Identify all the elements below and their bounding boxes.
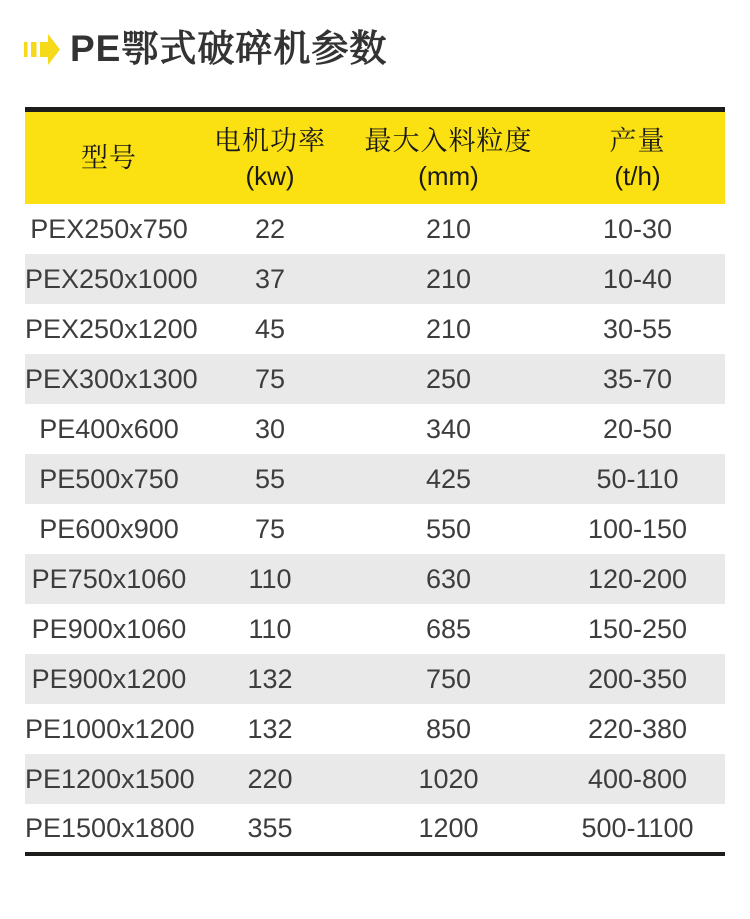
col-header-power-label: 电机功率	[214, 125, 326, 156]
cell-capacity: 50-110	[596, 463, 679, 494]
cell-power: 45	[254, 313, 286, 344]
cell-model: PE900x1200	[31, 663, 187, 694]
table-header	[25, 109, 725, 204]
cell-power: 30	[254, 413, 286, 444]
cell-power: 220	[247, 763, 293, 794]
col-header-power	[193, 109, 347, 204]
cell-feed-size: 340	[425, 413, 472, 444]
cell-model: PEX250x750	[30, 213, 188, 244]
cell-feed-size: 850	[425, 713, 472, 744]
cell-power: 110	[248, 613, 292, 644]
table-row	[25, 554, 725, 604]
cell-power: 132	[247, 713, 293, 744]
spec-table-wrap	[25, 107, 725, 857]
cell-model: PE600x900	[39, 513, 179, 544]
page-title: PE鄂式破碎机参数	[70, 28, 388, 69]
col-header-capacity-unit: (t/h)	[614, 160, 661, 191]
cell-capacity: 30-55	[602, 313, 673, 344]
cell-capacity: 35-70	[602, 363, 673, 394]
cell-power: 355	[247, 812, 293, 843]
cell-capacity: 10-40	[602, 263, 673, 294]
cell-power: 132	[247, 663, 293, 694]
spec-table	[25, 107, 725, 857]
cell-capacity: 500-1100	[581, 812, 694, 843]
cell-capacity: 200-350	[587, 663, 688, 694]
col-header-capacity-label: 产量	[609, 125, 666, 156]
fast-forward-arrow-icon	[24, 31, 61, 68]
cell-feed-size: 1020	[418, 763, 479, 794]
table-row	[25, 254, 725, 304]
cell-model: PE1200x1500	[25, 763, 195, 794]
table-row	[25, 604, 725, 654]
cell-feed-size: 210	[425, 263, 472, 294]
cell-feed-size: 210	[425, 213, 472, 244]
table-row	[25, 304, 725, 354]
table-row	[25, 654, 725, 704]
cell-feed-size: 1200	[418, 812, 479, 843]
cell-capacity: 400-800	[587, 763, 688, 794]
cell-model: PE1000x1200	[25, 713, 195, 744]
cell-capacity: 220-380	[587, 713, 688, 744]
table-row	[25, 354, 725, 404]
col-header-power-unit: (kw)	[245, 160, 295, 191]
cell-feed-size: 210	[425, 313, 472, 344]
title-bar	[0, 0, 750, 69]
col-header-capacity	[550, 109, 725, 204]
header-row	[25, 109, 725, 204]
cell-model: PEX250x1200	[25, 313, 198, 344]
col-header-feed-size-label: 最大入料粒度	[364, 125, 533, 156]
cell-feed-size: 250	[425, 363, 472, 394]
cell-feed-size: 550	[425, 513, 472, 544]
cell-feed-size: 630	[425, 563, 472, 594]
table-body	[25, 204, 725, 854]
cell-feed-size: 425	[425, 463, 472, 494]
cell-capacity: 100-150	[587, 513, 688, 544]
cell-power: 22	[254, 213, 286, 244]
cell-capacity: 20-50	[602, 413, 673, 444]
table-row	[25, 204, 725, 254]
table-row	[25, 804, 725, 854]
cell-model: PEX300x1300	[25, 363, 198, 394]
cell-model: PE750x1060	[31, 563, 187, 594]
cell-model: PE500x750	[39, 463, 179, 494]
table-row	[25, 454, 725, 504]
col-header-feed-size-unit: (mm)	[418, 160, 479, 191]
col-header-model-label: 型号	[81, 142, 137, 173]
col-header-model	[25, 109, 193, 204]
cell-capacity: 150-250	[587, 613, 688, 644]
table-row	[25, 704, 725, 754]
cell-model: PEX250x1000	[25, 263, 198, 294]
cell-power: 37	[254, 263, 286, 294]
cell-power: 110	[248, 563, 292, 594]
cell-model: PE1500x1800	[25, 812, 195, 843]
table-row	[25, 754, 725, 804]
cell-model: PE400x600	[39, 413, 179, 444]
cell-model: PE900x1060	[31, 613, 187, 644]
cell-power: 75	[254, 363, 286, 394]
cell-power: 55	[254, 463, 286, 494]
cell-capacity: 10-30	[602, 213, 673, 244]
cell-feed-size: 750	[425, 663, 472, 694]
cell-feed-size: 685	[425, 613, 472, 644]
col-header-feed-size	[347, 109, 550, 204]
cell-capacity: 120-200	[587, 563, 688, 594]
table-row	[25, 404, 725, 454]
cell-power: 75	[254, 513, 286, 544]
table-row	[25, 504, 725, 554]
